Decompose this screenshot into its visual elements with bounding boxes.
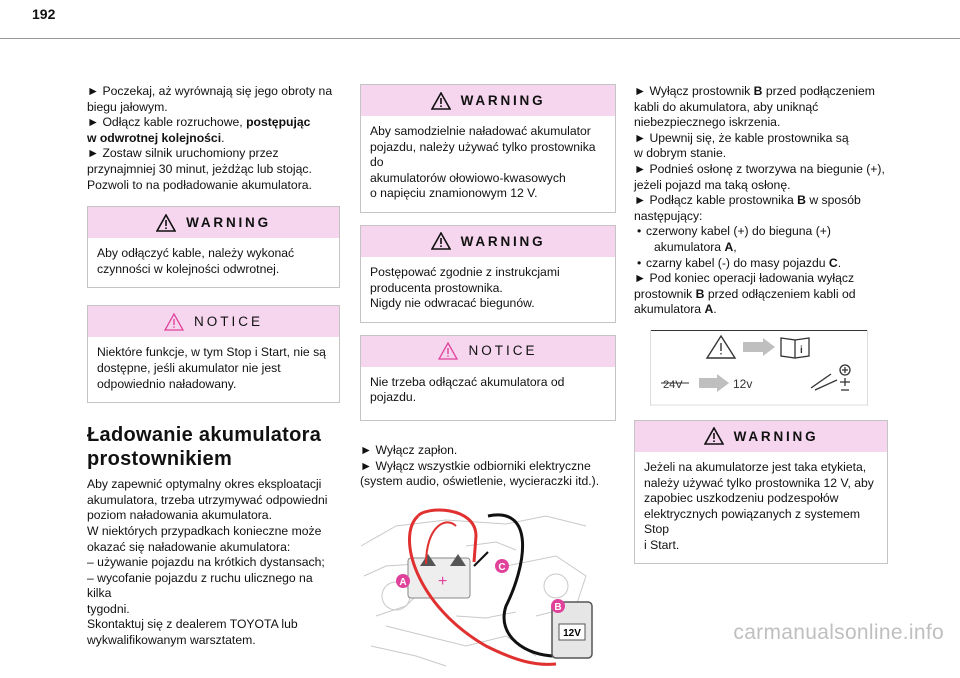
text-line: • czarny kabel (-) do masy pojazdu C.: [637, 255, 842, 270]
notice-title: NOTICE: [193, 314, 263, 330]
page-number: 192: [32, 6, 56, 22]
charger-clamps-icon: [811, 365, 850, 390]
notice-title: NOTICE: [468, 343, 538, 359]
svg-text:i: i: [800, 344, 803, 356]
notice-box-2: [360, 335, 616, 421]
manual-book-icon: [781, 338, 809, 358]
warning-title: WARNING: [733, 428, 819, 444]
warning-body: [361, 257, 615, 322]
arrow-icon: [743, 338, 775, 356]
text-line: zapobiec uszkodzeniu podzespołów: [644, 491, 839, 506]
bullet-dot: •: [637, 224, 642, 239]
text-line: akumulatorów ołowiowo-kwasowych: [370, 170, 566, 185]
text-line: przynajmniej 30 minut, jeżdżąc lub stojąc.: [87, 161, 312, 176]
text-line: o napięciu znamionowym 12 V.: [370, 186, 538, 201]
notice-header: [361, 336, 615, 367]
text-line: Skontaktuj się z dealerem TOYOTA lub: [87, 617, 298, 632]
battery-label-figure: [650, 330, 868, 406]
label-a: A: [399, 576, 407, 588]
text-line: Aby odłączyć kable, należy wykonać: [97, 246, 295, 261]
section-body: [87, 477, 340, 649]
warning-triangle-icon: [431, 92, 451, 110]
text-line: Aby samodzielnie naładować akumulator: [370, 124, 591, 138]
column-1: [87, 84, 340, 649]
text-line: Niektóre funkcje, w tym Stop i Start, nie są: [97, 345, 326, 360]
warning-box-1: [87, 206, 340, 288]
text-line: Pozwoli to na podładowanie akumulatora.: [87, 177, 312, 192]
text-line: W niektórych przypadkach konieczne może: [87, 523, 322, 538]
warning-body: [88, 238, 339, 287]
notice-box-1: [87, 305, 340, 403]
text-line: wykwalifikowanym warsztatem.: [87, 633, 256, 648]
text-line: ► Upewnij się, że kable prostownika są: [634, 130, 849, 145]
warning-title: WARNING: [186, 214, 271, 230]
text-line: ► Wyłącz prostownik B przed podłączeniem: [634, 84, 875, 98]
notice-triangle-icon: [438, 342, 458, 360]
text-line: – wycofanie pojazdu z ruchu ulicznego na kilka: [87, 570, 313, 601]
text-line: w dobrym stanie.: [634, 146, 727, 161]
text-line: kabli do akumulatora, aby uniknąć: [634, 99, 819, 114]
warning-triangle-icon: [431, 232, 451, 250]
text-line: ► Podłącz kable prostownika B w sposób: [634, 193, 861, 208]
text-line: czynności w kolejności odwrotnej.: [97, 261, 280, 276]
column-2: [360, 84, 616, 678]
steps-text: [360, 443, 616, 490]
section-heading: [87, 423, 340, 471]
top-rule: [0, 38, 960, 39]
text-line: odpowiednio naładowany.: [97, 376, 237, 391]
heading-line: Ładowanie akumulatora: [87, 424, 322, 447]
charger-voltage-label: 12V: [563, 627, 581, 639]
text-line: niebezpiecznego iskrzenia.: [634, 115, 781, 130]
text-line: następujący:: [634, 208, 703, 223]
text-line: ► Poczekaj, aż wyrównają się jego obroty na: [87, 84, 333, 98]
notice-body: [361, 367, 615, 420]
text-line: elektrycznych powiązanych z systemem Stop: [644, 506, 861, 537]
text-line: Aby zapewnić optymalny okres eksploatacji: [87, 477, 322, 492]
text-line: poziom naładowania akumulatora.: [87, 508, 272, 523]
text-line: biegu jałowym.: [87, 99, 168, 114]
notice-triangle-icon: [164, 313, 184, 331]
text-line: pojazdu, należy używać tylko prostownika do: [370, 139, 596, 170]
text-line: (system audio, oświetlenie, wycieraczki itd.).: [360, 474, 600, 489]
label-c: C: [498, 561, 506, 573]
label-12v: 12v: [733, 376, 753, 391]
text-line: producenta prostownika.: [370, 280, 503, 295]
warning-box-4: [634, 420, 888, 565]
warning-box-2: [360, 84, 616, 213]
text-line: ► Wyłącz zapłon.: [360, 442, 458, 457]
text-line: ► Zostaw silnik uruchomiony przez: [87, 146, 279, 161]
instructions-text: [634, 84, 888, 318]
text-line: ► Podnieś osłonę z tworzywa na biegunie (+),: [634, 161, 885, 176]
intro-text: [87, 84, 340, 193]
svg-text:+: +: [438, 572, 448, 590]
warning-header: [88, 207, 339, 238]
warning-header: [361, 226, 615, 257]
warning-triangle-icon: [707, 336, 735, 358]
text-line: okazać się naładowanie akumulatora:: [87, 539, 291, 554]
text-line: ► Odłącz kable rozruchowe, postępując: [87, 115, 311, 130]
text-line: Nigdy nie odwracać biegunów.: [370, 296, 535, 311]
text-line: Jeżeli na akumulatorze jest taka etykieta,: [644, 459, 867, 474]
text-line: Postępować zgodnie z instrukcjami: [370, 264, 560, 279]
warning-box-3: [360, 225, 616, 323]
warning-header: [361, 85, 615, 116]
text-line: akumulatora, trzeba utrzymywać odpowiedni: [87, 492, 328, 507]
text-line: akumulatora A,: [654, 239, 737, 254]
text-line: prostownik B przed odłączeniem kabli od: [634, 286, 856, 301]
text-line: – używanie pojazdu na krótkich dystansach;: [87, 555, 325, 570]
arrow-icon: [699, 374, 729, 392]
text-line: ► Wyłącz wszystkie odbiorniki elektryczne: [360, 458, 591, 473]
column-3: [634, 84, 888, 564]
text-line: należy używać tylko prostownika 12 V, aby: [644, 475, 874, 490]
warning-body: [361, 116, 615, 212]
watermark: carmanualsonline.info: [733, 621, 944, 645]
label-b: B: [554, 601, 562, 613]
text-line: • czerwony kabel (+) do bieguna (+): [637, 224, 831, 239]
text-line: tygodni.: [87, 601, 130, 616]
text-line: jeżeli pojazd ma taką osłonę.: [634, 177, 791, 192]
warning-title: WARNING: [460, 233, 546, 249]
warning-body: [635, 452, 887, 564]
warning-title: WARNING: [460, 92, 546, 108]
text-line: Nie trzeba odłączać akumulatora od pojazdu.: [370, 374, 565, 405]
text-line: ► Pod koniec operacji ładowania wyłącz: [634, 271, 855, 286]
warning-triangle-icon: [156, 214, 176, 232]
notice-body: [88, 337, 339, 402]
text-line: i Start.: [644, 537, 680, 552]
text-line: dostępne, jeśli akumulator nie jest: [97, 360, 281, 375]
label-24v: 24V: [663, 378, 683, 391]
warning-header: [635, 421, 887, 452]
text-line: akumulatora A.: [634, 302, 717, 317]
heading-line: prostownikiem: [87, 448, 233, 471]
warning-triangle-icon: [704, 427, 724, 445]
bullet-dot: •: [637, 255, 642, 270]
text-line: w odwrotnej kolejności.: [87, 130, 225, 145]
notice-header: [88, 306, 339, 337]
